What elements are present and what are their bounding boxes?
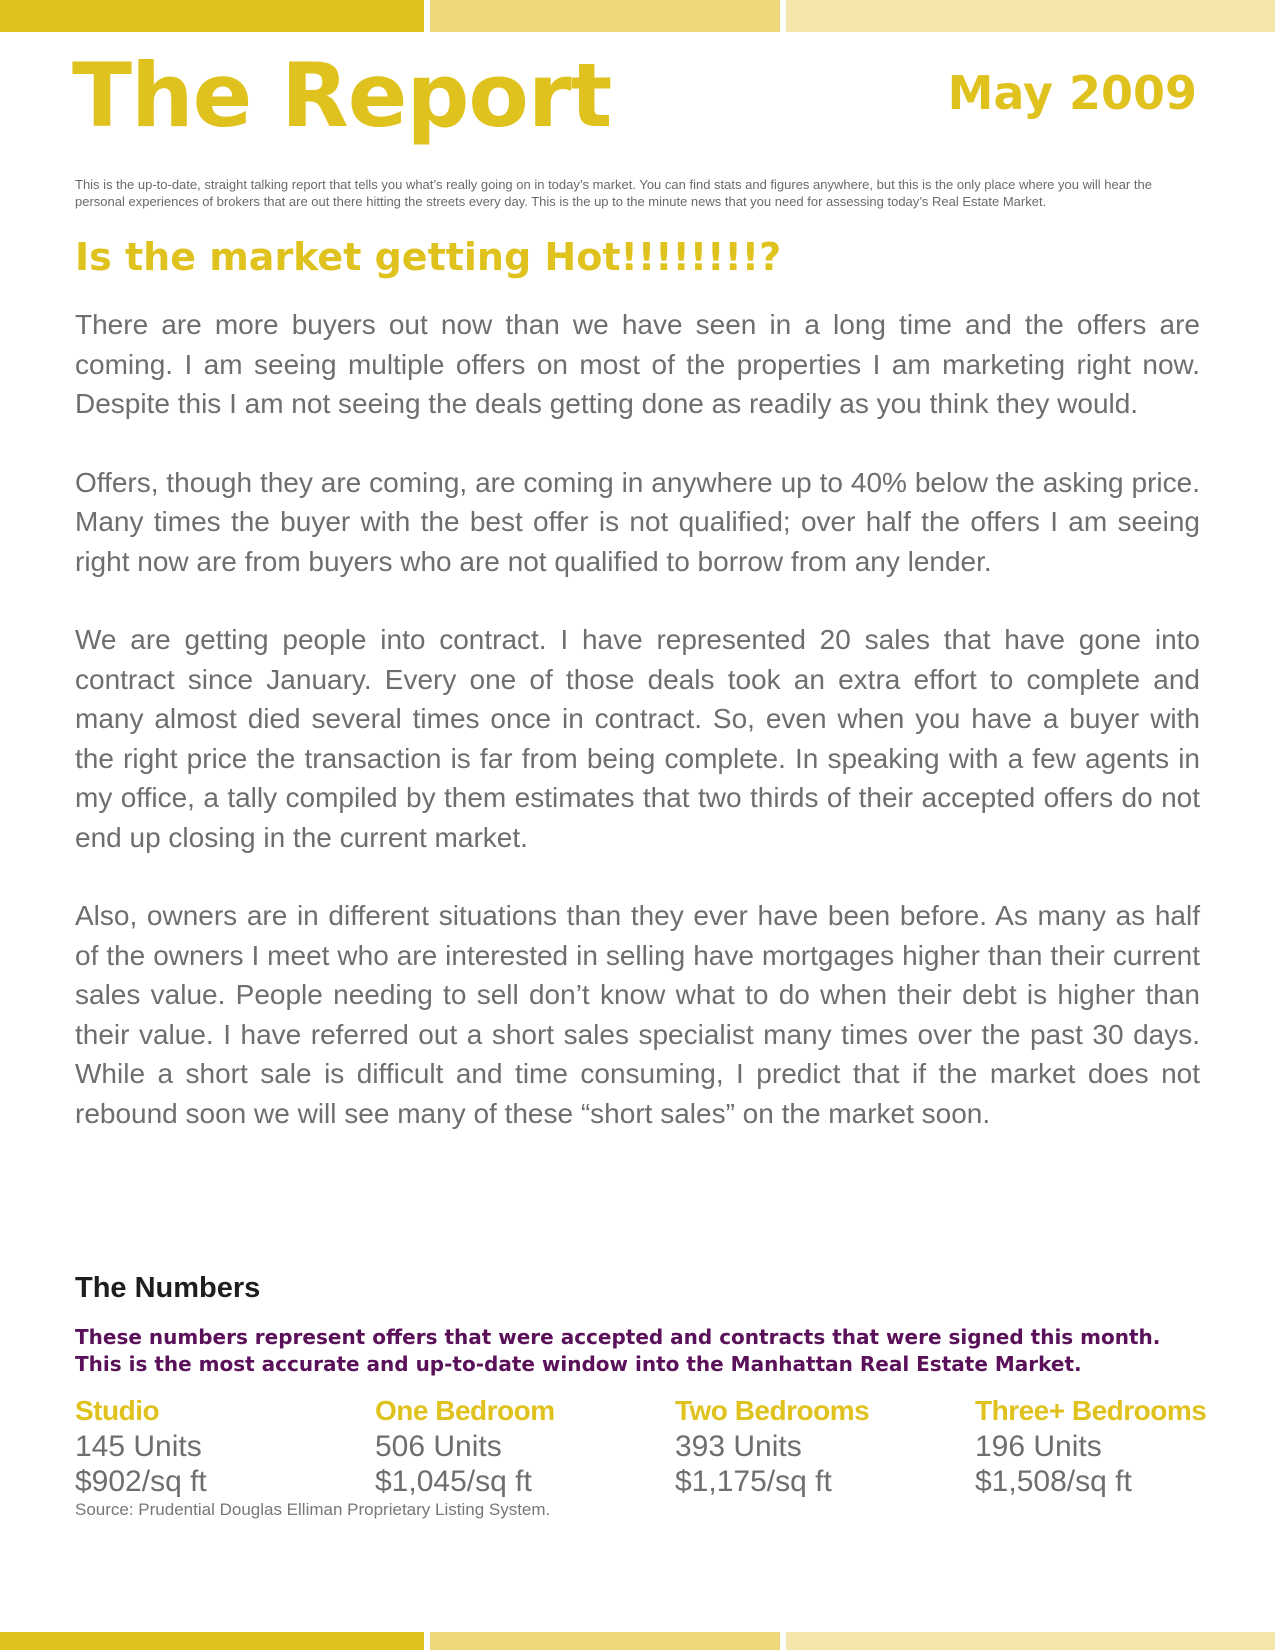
stat-studio xyxy=(75,1393,375,1499)
stat-price: $1,175/sq ft xyxy=(675,1465,832,1498)
stat-three-plus-bedrooms xyxy=(975,1393,1275,1499)
article-body xyxy=(75,305,1200,1172)
stats-row xyxy=(75,1393,1205,1503)
stat-units: 506 Units xyxy=(375,1430,502,1463)
stat-label: Studio xyxy=(75,1395,160,1426)
stat-units: 393 Units xyxy=(675,1430,802,1463)
stat-label: One Bedroom xyxy=(375,1395,555,1426)
article-paragraph: There are more buyers out now than we have seen in a long time and the offers are coming. I am seeing multiple offers on most of the properties I am marketing right now. Despite this I am not seeing the deals getting done as readily as you think they would. xyxy=(75,309,1200,419)
article-paragraph: Offers, though they are coming, are coming in anywhere up to 40% below the asking price. Many times the buyer with the best offer is not qualified; over half the offers I am seeing right now are from buyers who are not qualified to borrow from any lender. xyxy=(75,466,1200,577)
stat-price: $1,045/sq ft xyxy=(375,1465,532,1498)
article-headline: Is the market getting Hot!!!!!!!!? xyxy=(75,235,782,279)
stat-label: Three+ Bedrooms xyxy=(975,1395,1207,1426)
stat-one-bedroom xyxy=(375,1393,675,1499)
top-bar-segment-3 xyxy=(786,0,1275,32)
stat-price: $902/sq ft xyxy=(75,1465,207,1498)
numbers-intro: These numbers represent offers that were accepted and contracts that were signed this month. This is the most accurate and up-to-date window into the Manhattan Real Estate Market. xyxy=(75,1325,1161,1376)
top-bar-segment-2 xyxy=(430,0,780,32)
report-date: May 2009 xyxy=(947,66,1197,120)
stat-label: Two Bedrooms xyxy=(675,1395,870,1426)
numbers-heading: The Numbers xyxy=(75,1272,261,1304)
bottom-bar-segment-1 xyxy=(0,1632,424,1650)
bottom-bar-segment-2 xyxy=(430,1632,780,1650)
article-paragraph: Also, owners are in different situations than they ever have been before. As many as half of the owners I meet who are interested in selling have mortgages higher than their current sales value. People needing to sell don’t know what to do when their debt is higher than their value. I have referred out a short sales specialist many times over the past 30 days. While a short sale is difficult and time consuming, I predict that if the market does not rebound soon we will see many of these “short sales” on the market soon. xyxy=(75,900,1200,1129)
stat-units: 145 Units xyxy=(75,1430,202,1463)
stat-units: 196 Units xyxy=(975,1430,1102,1463)
top-bar-segment-1 xyxy=(0,0,424,32)
stat-two-bedrooms xyxy=(675,1393,975,1499)
bottom-bar-segment-3 xyxy=(786,1632,1275,1650)
report-intro: This is the up-to-date, straight talking report that tells you what’s really going on in today’s market. You can find stats and figures anywhere, but this is the only place where you will hear the personal experiences of brokers that are out there hitting the streets every day. This is the up to the minute news that you need for assessing today’s Real Estate Market. xyxy=(75,177,1152,209)
stat-price: $1,508/sq ft xyxy=(975,1465,1132,1498)
article-paragraph: We are getting people into contract. I have represented 20 sales that have gone into contract since January. Every one of those deals took an extra effort to complete and many almost died several times once in contract. So, even when you have a buyer with the right price the transaction is far from being complete. In speaking with a few agents in my office, a tally compiled by them estimates that two thirds of their accepted offers do not end up closing in the current market. xyxy=(75,624,1200,853)
source-note: Source: Prudential Douglas Elliman Proprietary Listing System. xyxy=(75,1500,551,1519)
report-title: The Report xyxy=(72,44,612,147)
